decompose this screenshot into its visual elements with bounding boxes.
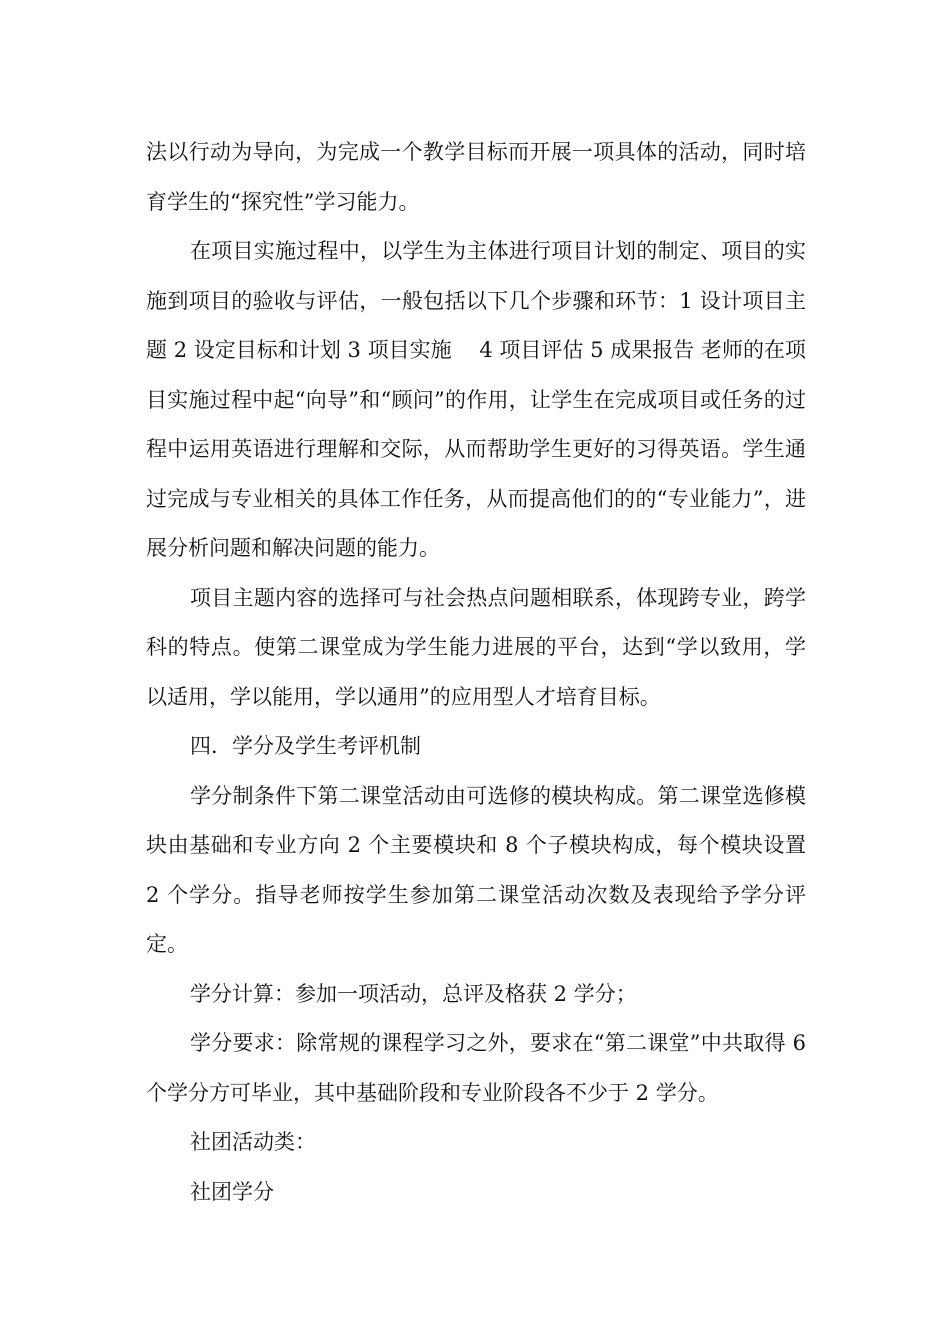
section-heading-credits: 四．学分及学生考评机制 bbox=[190, 734, 421, 758]
paragraph-credit-system: 学分制条件下第二课堂活动由可选修的模块构成。第二课堂选修模块由基础和专业方向 2 个主要模块和 8 个子模块构成，每个模块设置 2 个学分。指导老师按学生参加第二课堂活动次数及表现给予学分评定。 bbox=[146, 783, 806, 956]
paragraph-project-implementation: 在项目实施过程中，以学生为主体进行项目计划的制定、项目的实施到项目的验收与评估，一般包括以下几个步骤和环节：1 设计项目主题 2 设定目标和计划 3 项目实施 4 项目评估 5 成果报告 老师的在项目实施过程中起“向导”和“顾问”的作用，让学生在完成项目或任务的过程中运用英语进行理解和交际，从而帮助学生更好的习得英语。学生通过完成与专业相关的具体工作任务，从而提高他们的的“专业能力”，进展分析问题和解决问题的能力。 bbox=[146, 239, 806, 560]
paragraph-club-activities: 社团活动类： bbox=[190, 1130, 316, 1154]
paragraph-continuation: 法以行动为导向，为完成一个教学目标而开展一项具体的活动，同时培育学生的“探究性”学习能力。 bbox=[146, 140, 806, 214]
paragraph-project-theme: 项目主题内容的选择可与社会热点问题相联系，体现跨专业，跨学科的特点。使第二课堂成为学生能力进展的平台，达到“学以致用，学以适用，学以能用，学以通用”的应用型人才培育目标。 bbox=[146, 585, 806, 709]
document-page bbox=[146, 128, 806, 1217]
paragraph-credit-calculation: 学分计算：参加一项活动，总评及格获 2 学分； bbox=[190, 981, 637, 1006]
paragraph-club-credits: 社团学分 bbox=[190, 1179, 274, 1204]
paragraph-credit-requirement: 学分要求：除常规的课程学习之外，要求在“第二课堂”中共取得 6 个学分方可毕业，其中基础阶段和专业阶段各不少于 2 学分。 bbox=[146, 1031, 806, 1105]
